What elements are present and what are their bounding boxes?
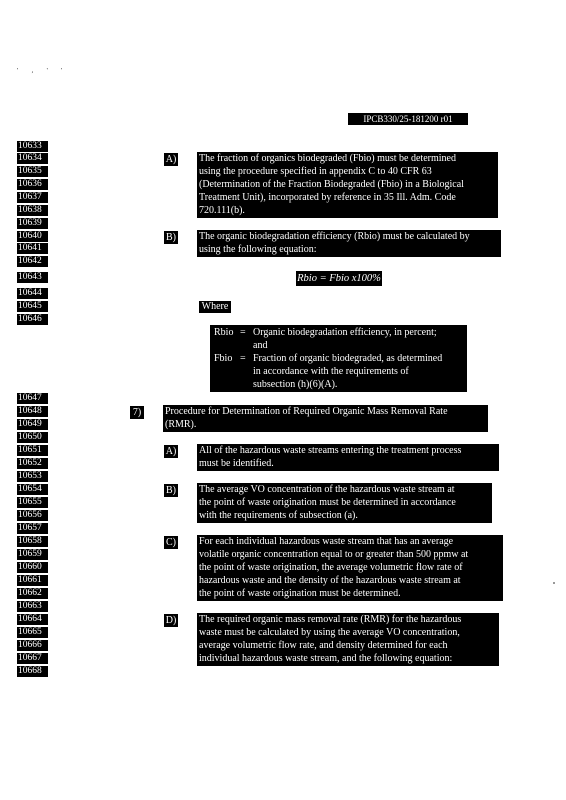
definition-text: and	[253, 340, 268, 351]
definition-text: in accordance with the requirements of	[253, 366, 409, 377]
paragraph-line: Treatment Unit), incorporated by reference in 35 Ill. Adm. Code	[199, 192, 456, 203]
paragraph-7c	[197, 535, 503, 601]
line-number: 10638	[17, 205, 48, 216]
line-number: 10668	[17, 666, 48, 677]
line-number: 10637	[17, 192, 48, 203]
paragraph-line: The fraction of organics biodegraded (Fbio) must be determined	[199, 153, 456, 164]
line-number: 10644	[17, 288, 48, 299]
line-number: 10647	[17, 393, 48, 404]
line-number: 10649	[17, 419, 48, 430]
equation: Rbio = Fbio x100%	[297, 273, 381, 284]
line-number: 10643	[17, 272, 48, 283]
line-number: 10648	[17, 406, 48, 417]
line-number: 10650	[17, 432, 48, 443]
line-number: 10656	[17, 510, 48, 521]
line-number: 10654	[17, 484, 48, 495]
line-number: 10658	[17, 536, 48, 547]
paragraph-line: the point of waste origination must be determined in accordance	[199, 497, 456, 508]
definition-text: Organic biodegradation efficiency, in percent;	[253, 327, 437, 338]
line-number: 10640	[17, 231, 48, 242]
definition-symbol: Fbio	[214, 353, 233, 364]
line-number: 10641	[17, 243, 48, 254]
paragraph-line: The average VO concentration of the hazardous waste stream at	[199, 484, 455, 495]
paragraph-line: using the following equation:	[199, 244, 317, 255]
line-number: 10655	[17, 497, 48, 508]
paragraph-7a	[197, 444, 499, 471]
line-number: 10646	[17, 314, 48, 325]
paragraph-a	[197, 152, 498, 218]
line-number: 10652	[17, 458, 48, 469]
line-number: 10653	[17, 471, 48, 482]
definition-symbol: Rbio	[214, 327, 234, 338]
line-number: 10642	[17, 256, 48, 267]
paragraph-line: (RMR).	[165, 419, 197, 430]
subsection-label: A)	[165, 154, 177, 165]
where-label: Where	[199, 301, 231, 313]
definition-equals: =	[240, 327, 246, 338]
paragraph-line: volatile organic concentration equal to or greater than 500 ppmw at	[199, 549, 469, 560]
definition-text: subsection (h)(6)(A).	[253, 379, 338, 390]
paragraph-line: Procedure for Determination of Required Organic Mass Removal Rate	[165, 406, 448, 417]
line-number: 10636	[17, 179, 48, 190]
line-number: 10660	[17, 562, 48, 573]
paragraph-line: individual hazardous waste stream, and the following equation:	[199, 653, 453, 664]
definition-equals: =	[240, 353, 246, 364]
paragraph-7d	[197, 613, 499, 666]
scan-specks: ' , ' '	[17, 68, 69, 74]
paragraph-line: (Determination of the Fraction Biodegraded (Fbio) in a Biological	[199, 179, 464, 190]
line-number: 10662	[17, 588, 48, 599]
line-number: 10659	[17, 549, 48, 560]
paragraph-line: hazardous waste and the density of the hazardous waste stream at	[199, 575, 461, 586]
paragraph-line: The required organic mass removal rate (RMR) for the hazardous	[199, 614, 462, 625]
paragraph-b	[197, 230, 501, 257]
paragraph-line: waste must be calculated by using the average VO concentration,	[199, 627, 460, 638]
paragraph-line: 720.111(b).	[199, 205, 245, 216]
line-number: 10651	[17, 445, 48, 456]
line-number: 10661	[17, 575, 48, 586]
line-number: 10639	[17, 218, 48, 229]
line-number: 10633	[17, 141, 48, 152]
section-label: 7)	[130, 406, 144, 419]
line-number: 10664	[17, 614, 48, 625]
paragraph-line: the point of waste origination, the average volumetric flow rate of	[199, 562, 463, 573]
paragraph-line: must be identified.	[199, 458, 274, 469]
paragraph-line: average volumetric flow rate, and density determined for each	[199, 640, 448, 651]
paragraph-line: For each individual hazardous waste stream that has an average	[199, 536, 454, 547]
scan-mark	[553, 582, 555, 584]
subsection-label: B)	[166, 485, 176, 496]
line-number: 10667	[17, 653, 48, 664]
line-number: 10666	[17, 640, 48, 651]
line-number: 10645	[17, 301, 48, 312]
line-number: 10657	[17, 523, 48, 534]
subsection-label: D)	[165, 615, 177, 626]
subsection-label: A)	[165, 446, 177, 457]
definition-text: Fraction of organic biodegraded, as determined	[253, 353, 443, 364]
subsection-label: C)	[166, 537, 176, 548]
paragraph-line: with the requirements of subsection (a).	[199, 510, 358, 521]
line-number: 10634	[17, 153, 48, 164]
line-number: 10665	[17, 627, 48, 638]
definitions-block	[210, 325, 467, 392]
section-7-heading	[163, 405, 488, 432]
line-number: 10635	[17, 166, 48, 177]
paragraph-7b	[197, 483, 492, 523]
subsection-label: B)	[166, 232, 176, 243]
paragraph-line: the point of waste origination must be determined.	[199, 588, 401, 599]
document-id: IPCB330/25-181200 r01	[348, 113, 468, 125]
line-number: 10663	[17, 601, 48, 612]
paragraph-line: The organic biodegradation efficiency (Rbio) must be calculated by	[199, 231, 470, 242]
paragraph-line: All of the hazardous waste streams entering the treatment process	[199, 445, 462, 456]
paragraph-line: using the procedure specified in appendix C to 40 CFR 63	[199, 166, 432, 177]
